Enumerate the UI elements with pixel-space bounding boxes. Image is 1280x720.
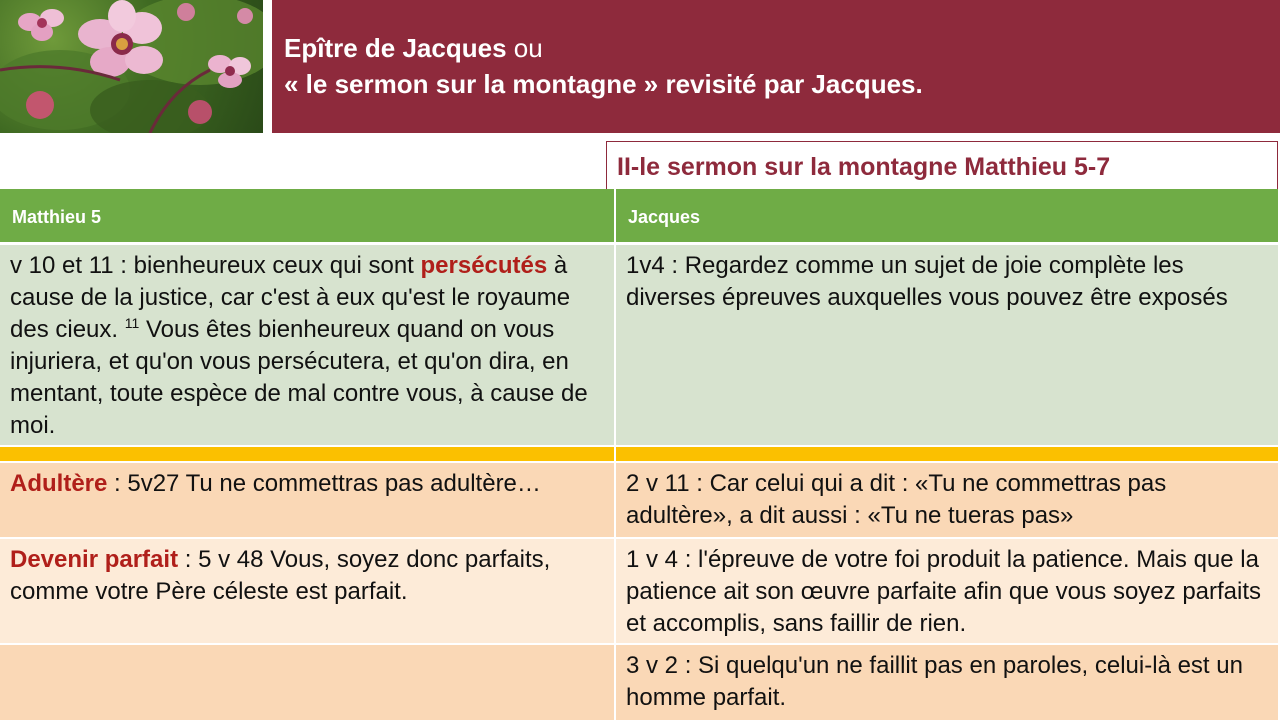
title-banner — [272, 0, 1280, 133]
title-bold: Epître de Jacques — [284, 33, 507, 63]
blackberry-flower-image — [0, 0, 263, 133]
row4-matthieu-cell — [0, 645, 614, 720]
title-line-2: « le sermon sur la montagne » revisité par Jacques. — [284, 69, 923, 99]
row1-highlight: persécutés — [420, 252, 548, 279]
divider-left — [0, 447, 614, 461]
row1-left-mid: à cause de la justice, car c'est à eux qu'est le royaume des cieux. — [10, 252, 571, 343]
row3-highlight: Devenir parfait — [10, 546, 179, 573]
row2-left-text: : 5v27 Tu ne commettras pas adultère… — [107, 470, 541, 497]
title-rest: ou — [506, 33, 543, 63]
row2-highlight: Adultère — [10, 470, 108, 497]
title-line-1 — [284, 32, 1280, 64]
column-header-jacques: Jacques — [616, 189, 1278, 242]
row2-matthieu-cell — [0, 463, 614, 537]
divider-right — [616, 447, 1278, 461]
row3-jacques-cell: 1 v 4 : l'épreuve de votre foi produit la patience. Mais que la patience ait son œuvre parfaite afin que vous soyez parfaits et accomplis, sans faillir de rien. — [616, 539, 1278, 643]
row1-matthieu-cell — [0, 245, 614, 445]
row1-verse-number: 11 — [124, 315, 140, 331]
row1-left-prefix: v 10 et 11 : bienheureux ceux qui sont — [10, 252, 421, 279]
row1-left-suffix: Vous êtes bienheureux quand on vous injuriera, et qu'on vous persécutera, et qu'on dira, en mentant, toute espèce de mal contre vous, à cause de moi. — [10, 316, 588, 439]
row4-jacques-cell: 3 v 2 : Si quelqu'un ne faillit pas en paroles, celui-là est un homme parfait. — [616, 645, 1278, 720]
row2-jacques-cell: 2 v 11 : Car celui qui a dit : «Tu ne commettras pas adultère», a dit aussi : «Tu ne tueras pas» — [616, 463, 1278, 537]
section-title: II-le sermon sur la montagne Matthieu 5-7 — [606, 141, 1278, 189]
row1-jacques-cell: 1v4 : Regardez comme un sujet de joie complète les diverses épreuves auxquelles vous pouvez être exposés — [616, 245, 1278, 445]
header-photo — [0, 0, 263, 133]
row3-matthieu-cell — [0, 539, 614, 643]
column-header-matthieu: Matthieu 5 — [0, 189, 614, 242]
row3-left-text: : 5 v 48 Vous, soyez donc parfaits, comme votre Père céleste est parfait. — [10, 546, 551, 605]
